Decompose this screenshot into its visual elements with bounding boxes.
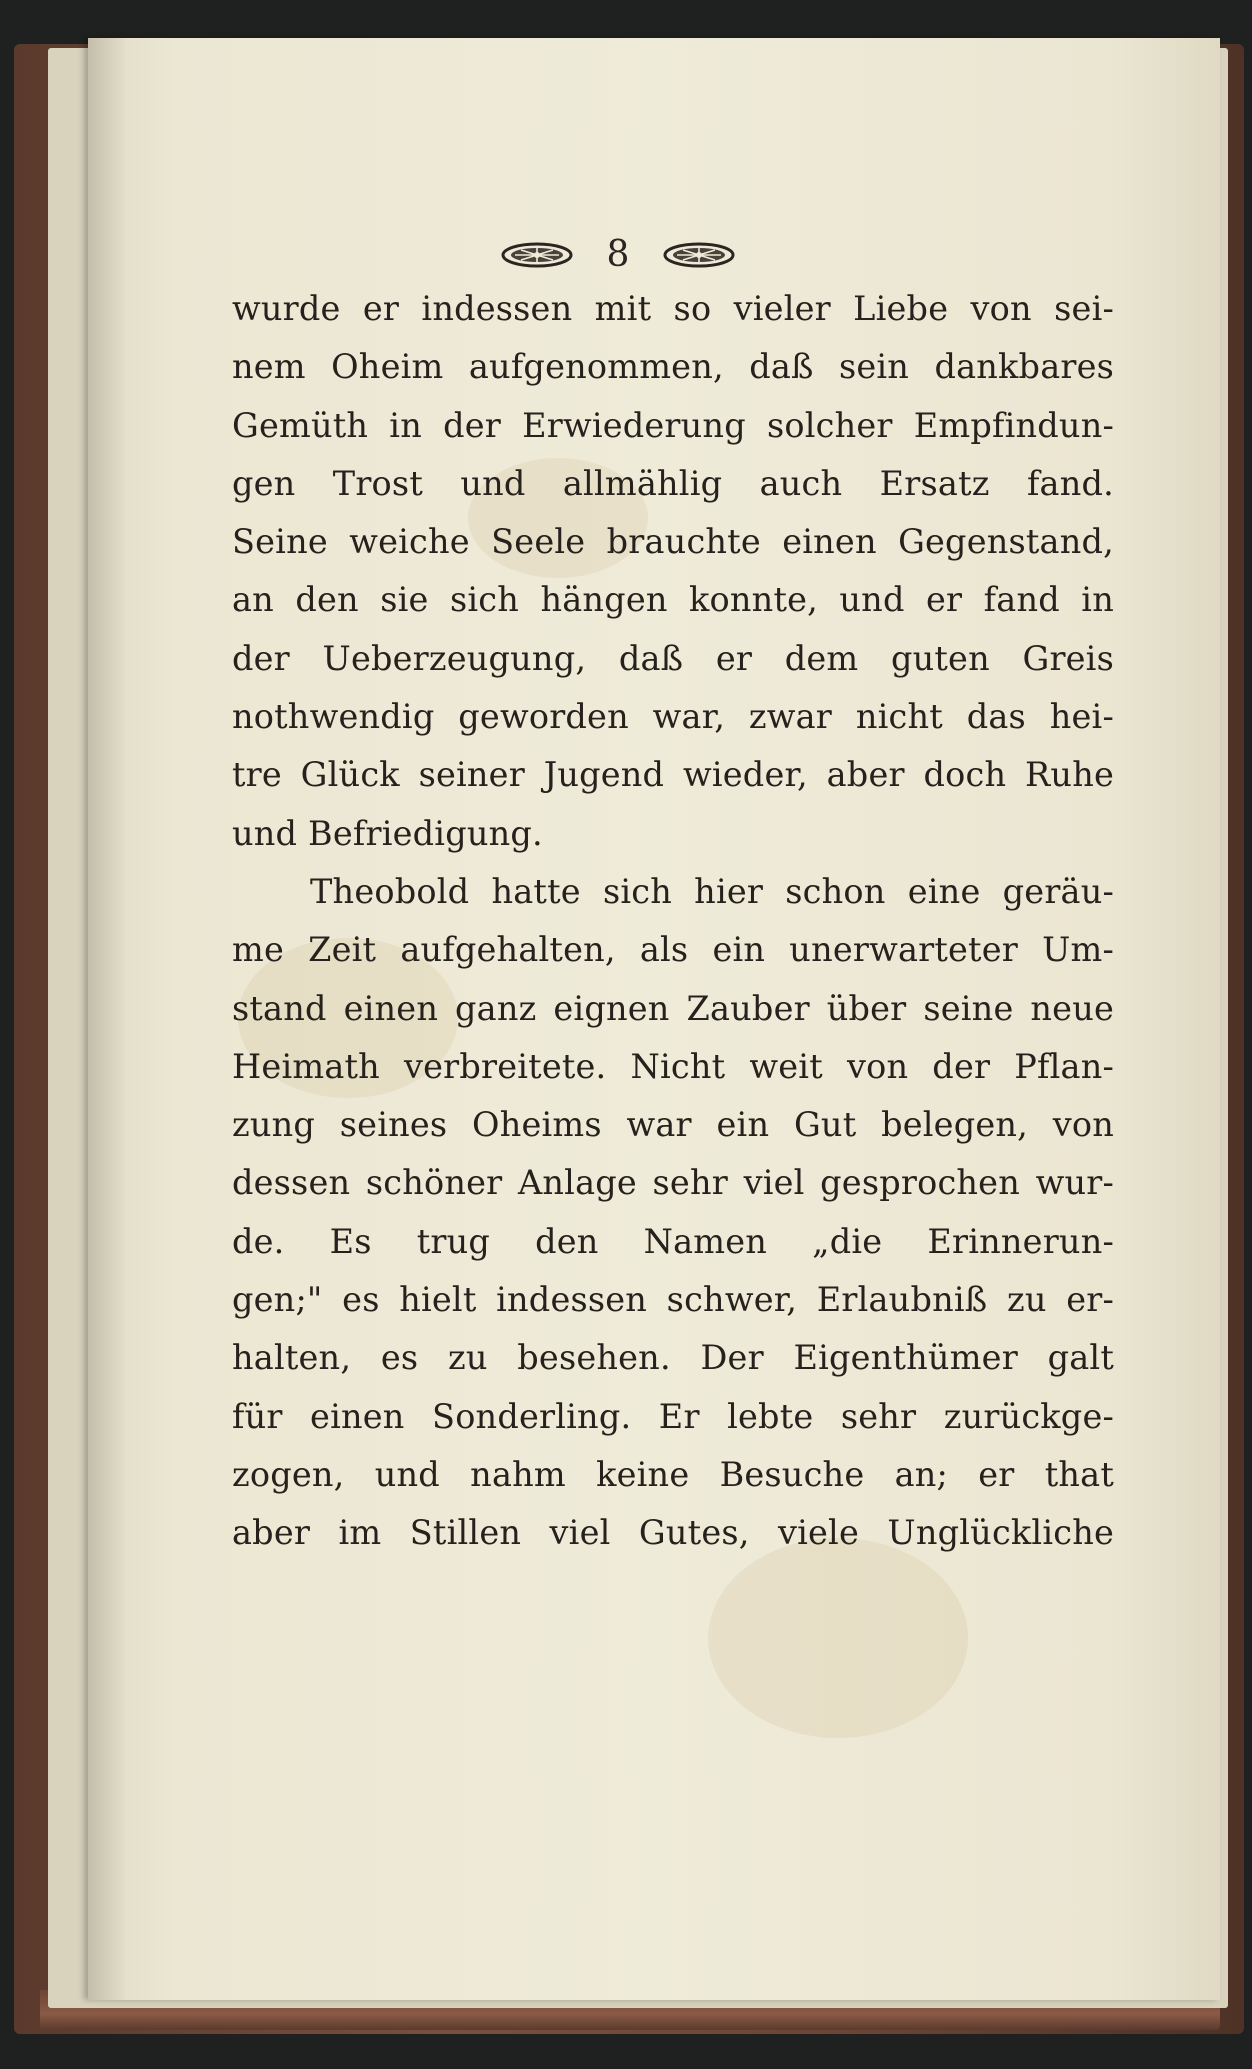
text-line: und Befriedigung.: [232, 813, 543, 853]
text-line: Heimath verbreitete. Nicht weit von der Pflan-: [232, 1046, 1114, 1086]
paragraph-2: [232, 863, 1114, 1563]
paper-stain: [708, 1538, 968, 1738]
text-line: dessen schöner Anlage sehr viel gesprochen wur-: [232, 1163, 1114, 1203]
text-line: wurde er indessen mit so vieler Liebe von sei-: [232, 289, 1114, 328]
text-line: halten, es zu besehen. Der Eigenthümer galt: [232, 1338, 1114, 1378]
rosette-ornament-right-icon: [663, 242, 735, 268]
text-line: Theobold hatte sich hier schon eine geräu-: [310, 871, 1114, 911]
text-line: der Ueberzeugung, daß er dem guten Greis: [232, 638, 1114, 678]
text-line: an den sie sich hängen konnte, und er fand in: [232, 580, 1114, 620]
text-line: Seine weiche Seele brauchte einen Gegenstand,: [232, 522, 1114, 562]
page-number: 8: [606, 234, 630, 275]
text-line: aber im Stillen viel Gutes, viele Unglückliche: [232, 1513, 1114, 1553]
text-line: Gemüth in der Erwiederung solcher Empfindun-: [232, 405, 1114, 445]
text-line: me Zeit aufgehalten, als ein unerwarteter Um-: [232, 930, 1114, 970]
gutter-shadow: [88, 38, 128, 2000]
text-line: für einen Sonderling. Er lebte sehr zurückge-: [232, 1396, 1114, 1436]
text-line: de. Es trug den Namen „die Erinnerun-: [232, 1221, 1114, 1261]
text-line: zung seines Oheims war ein Gut belegen, von: [232, 1105, 1114, 1145]
text-line: stand einen ganz eignen Zauber über seine neue: [232, 988, 1114, 1028]
rosette-ornament-left-icon: [501, 242, 573, 268]
paragraph-1: [232, 280, 1114, 863]
text-line: gen;" es hielt indessen schwer, Erlaubniß zu er-: [232, 1280, 1114, 1320]
text-line: nothwendig geworden war, zwar nicht das hei-: [232, 697, 1114, 737]
text-line: gen Trost und allmählig auch Ersatz fand.: [232, 463, 1114, 503]
body-text: [232, 280, 1114, 1563]
text-line: nem Oheim aufgenommen, daß sein dankbares: [232, 347, 1114, 387]
page-header: [88, 234, 1148, 284]
text-line: zogen, und nahm keine Besuche an; er that: [232, 1454, 1114, 1494]
text-line: tre Glück seiner Jugend wieder, aber doch Ruhe: [232, 755, 1114, 795]
